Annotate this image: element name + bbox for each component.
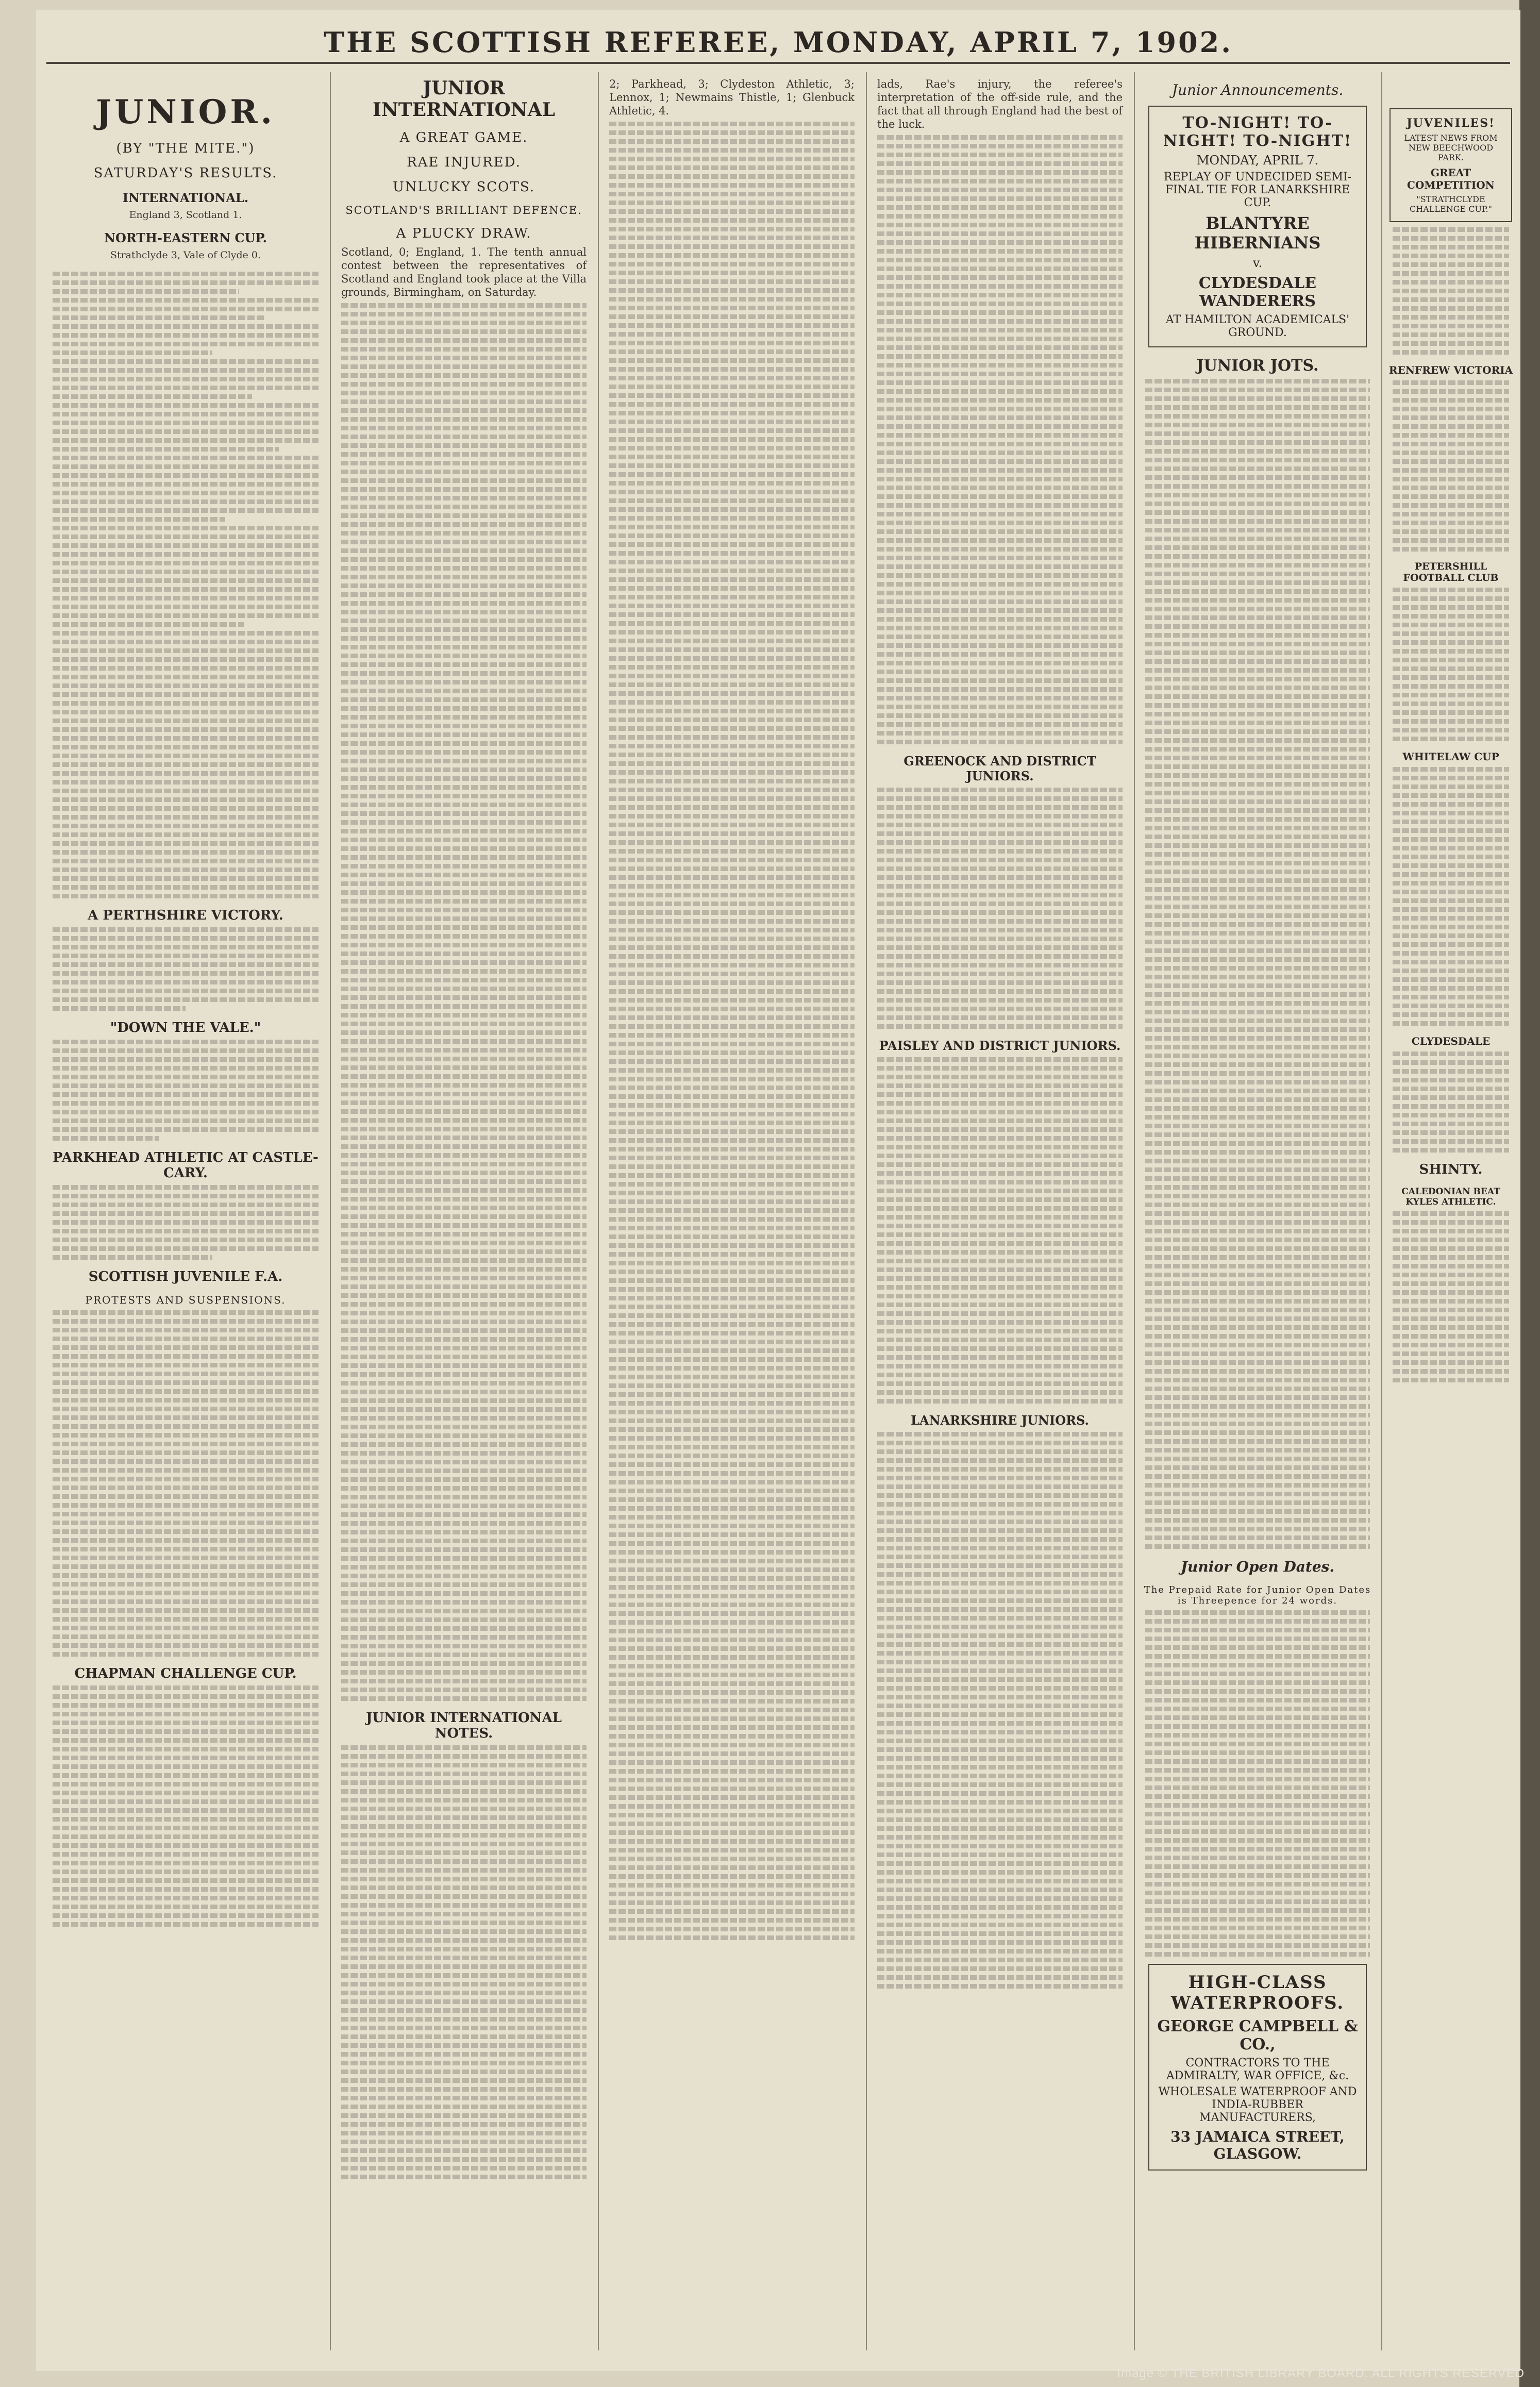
- results-list: [53, 272, 319, 898]
- open-dates-list: [1145, 1610, 1370, 1957]
- ad-team: CLYDESDALE WANDERERS: [1198, 274, 1317, 310]
- article-text: [53, 927, 319, 1011]
- ne-cup-result: Strathclyde 3, Vale of Clyde 0.: [110, 249, 261, 261]
- advert-text: [1393, 767, 1509, 1026]
- ad-address: 33 JAMAICA STREET, GLASGOW.: [1170, 2128, 1345, 2162]
- ad-headline: HIGH-CLASS WATERPROOFS.: [1170, 1972, 1345, 2013]
- article-text: [877, 1057, 1123, 1404]
- ad-text: "STRATHCLYDE CHALLENGE CUP.": [1410, 194, 1492, 214]
- results-heading: SATURDAY'S RESULTS.: [93, 165, 278, 181]
- advert-blantyre: [1148, 106, 1367, 347]
- column-divider: [1381, 72, 1382, 2350]
- advert-heading: WHITELAW CUP: [1402, 750, 1499, 763]
- ad-text: WHOLESALE WATERPROOF AND INDIA-RUBBER MANUFACTURERS,: [1158, 2085, 1357, 2124]
- article-deck: A GREAT GAME.: [399, 130, 528, 145]
- article-deck: RAE INJURED.: [407, 155, 521, 170]
- ne-cup-heading: NORTH-EASTERN CUP.: [104, 230, 267, 245]
- article-text: [341, 1745, 587, 2179]
- article-text: [877, 135, 1123, 744]
- article-subheading: CALEDONIAN BEAT KYLES ATHLETIC.: [1401, 1187, 1500, 1207]
- article-text: [609, 122, 855, 1940]
- ad-headline: TO-NIGHT! TO-NIGHT! TO-NIGHT!: [1163, 114, 1352, 150]
- ad-text: REPLAY OF UNDECIDED SEMI-FINAL TIE FOR LANARKSHIRE CUP.: [1164, 171, 1351, 209]
- article-heading: CHAPMAN CHALLENGE CUP.: [74, 1666, 297, 1681]
- ad-versus: v.: [1252, 256, 1263, 270]
- advert-text: [1393, 380, 1509, 552]
- section-title: JUNIOR.: [96, 93, 275, 131]
- column-1: [46, 72, 325, 2350]
- article-heading: LANARKSHIRE JUNIORS.: [911, 1413, 1089, 1428]
- article-heading: PARKHEAD ATHLETIC AT CASTLE-CARY.: [53, 1150, 319, 1181]
- advert-heading: CLYDESDALE: [1411, 1035, 1491, 1047]
- article-title: JUNIOR INTERNATIONAL: [373, 77, 555, 121]
- advert-heading: PETERSHILL FOOTBALL CLUB: [1403, 561, 1499, 583]
- column-heading: Junior Open Dates.: [1180, 1558, 1335, 1575]
- ad-venue: AT HAMILTON ACADEMICALS' GROUND.: [1165, 313, 1350, 339]
- intl-heading: INTERNATIONAL.: [122, 190, 249, 205]
- article-text: [53, 1185, 319, 1260]
- ad-text: CONTRACTORS TO THE ADMIRALTY, WAR OFFICE, &c.: [1166, 2057, 1349, 2082]
- article-text: [877, 788, 1123, 1029]
- copyright-notice: Image © THE BRITISH LIBRARY BOARD. ALL RIGHTS RESERVED: [1117, 2366, 1525, 2380]
- rate-note: The Prepaid Rate for Junior Open Dates is Threepence for 24 words.: [1144, 1584, 1371, 1606]
- article-text: [341, 303, 587, 1701]
- ad-text: GREAT COMPETITION: [1407, 166, 1495, 191]
- column-4: [871, 72, 1129, 2350]
- advert-juveniles: [1390, 108, 1512, 222]
- article-lead: Scotland, 0; England, 1. The tenth annual contest between the representatives of Scotland and England took place at the Villa grounds, Birmingham, on Saturday.: [341, 246, 587, 298]
- article-heading: "DOWN THE VALE.": [110, 1020, 261, 1036]
- column-3: [603, 72, 861, 2350]
- article-heading: A PERTHSHIRE VICTORY.: [88, 908, 283, 923]
- advert-text: [1393, 227, 1509, 355]
- ad-team: BLANTYRE HIBERNIANS: [1194, 213, 1321, 253]
- newspaper-page: [36, 10, 1520, 2371]
- advert-text: [1393, 1051, 1509, 1153]
- column-divider: [1134, 72, 1135, 2350]
- masthead: THE SCOTTISH REFEREE, MONDAY, APRIL 7, 1902.: [323, 26, 1233, 59]
- column-divider: [330, 72, 331, 2350]
- byline: (BY "THE MITE."): [116, 141, 255, 156]
- article-text: [1145, 379, 1370, 1549]
- article-heading: SHINTY.: [1419, 1162, 1483, 1177]
- column-divider: [598, 72, 599, 2350]
- article-title: JUNIOR INTERNATIONAL NOTES.: [366, 1710, 562, 1741]
- article-text: [53, 1040, 319, 1141]
- article-heading: SCOTTISH JUVENILE F.A.: [88, 1269, 283, 1284]
- ad-date: MONDAY, APRIL 7.: [1196, 153, 1319, 168]
- column-divider: [866, 72, 867, 2350]
- advert-text: [1393, 588, 1509, 741]
- column-5: [1139, 72, 1376, 2350]
- article-subheading: PROTESTS AND SUSPENSIONS.: [85, 1294, 286, 1306]
- column-heading: JUNIOR JOTS.: [1196, 357, 1319, 375]
- article-text: [1393, 1211, 1509, 1382]
- advert-heading: RENFREW VICTORIA: [1388, 364, 1513, 376]
- announcements-title: Junior Announcements.: [1171, 81, 1344, 98]
- article-deck: UNLUCKY SCOTS.: [393, 179, 535, 195]
- article-text: [53, 1685, 319, 1927]
- ad-headline: JUVENILES!: [1407, 116, 1495, 130]
- column-2: [335, 72, 593, 2350]
- article-lead: 2; Parkhead, 3; Clydeston Athletic, 3; Lennox, 1; Newmains Thistle, 1; Glenbuck Athletic, 4.: [609, 78, 855, 117]
- intl-result: England 3, Scotland 1.: [129, 209, 242, 221]
- column-6: [1386, 72, 1515, 2350]
- ad-text: LATEST NEWS FROM NEW BEECHWOOD PARK.: [1404, 133, 1498, 162]
- article-lead: lads, Rae's injury, the referee's interpretation of the off-side rule, and the fact that all through England had the best of the luck.: [877, 78, 1123, 130]
- article-text: [53, 1310, 319, 1657]
- article-text: [877, 1432, 1123, 1989]
- masthead-rule: [46, 62, 1510, 64]
- article-deck: A PLUCKY DRAW.: [396, 226, 532, 241]
- advert-waterproofs: [1148, 1964, 1367, 2171]
- article-heading: GREENOCK AND DISTRICT JUNIORS.: [903, 754, 1096, 783]
- ad-company: GEORGE CAMPBELL & CO.,: [1157, 2017, 1358, 2054]
- page-edge: [1519, 0, 1540, 2387]
- article-deck: SCOTLAND'S BRILLIANT DEFENCE.: [345, 204, 582, 216]
- article-heading: PAISLEY AND DISTRICT JUNIORS.: [879, 1038, 1121, 1053]
